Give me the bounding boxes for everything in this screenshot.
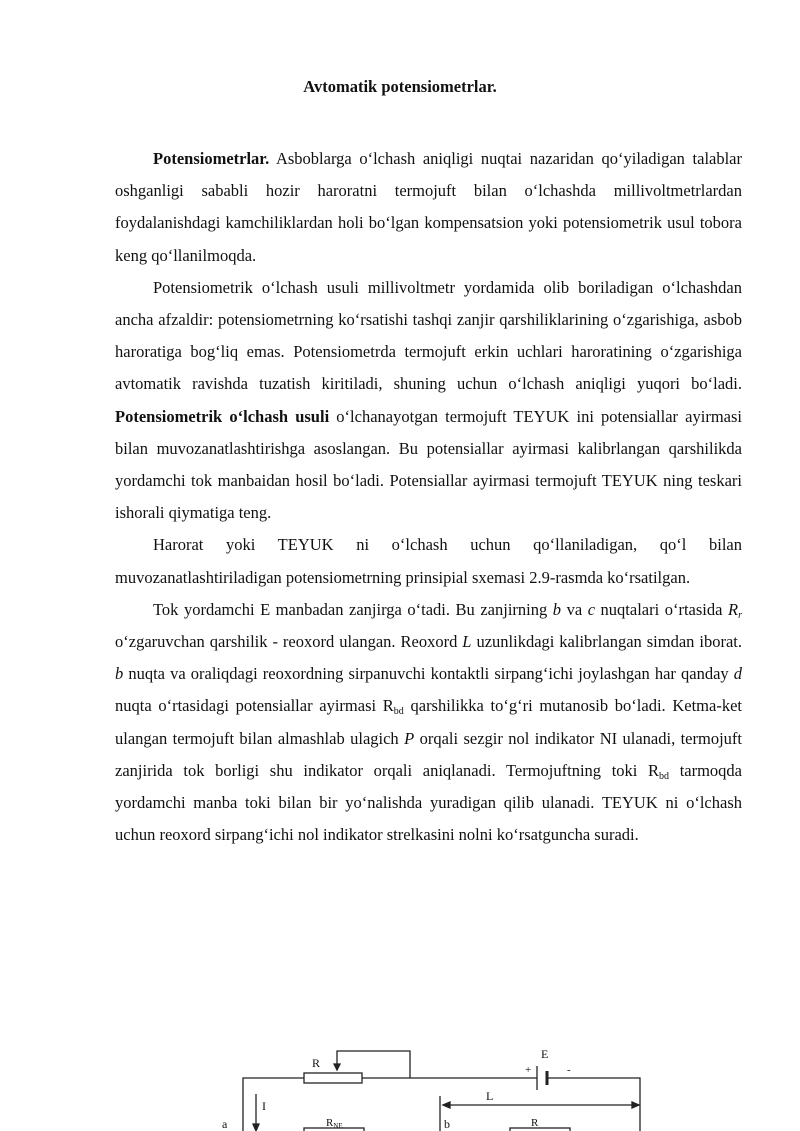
- paragraph-lead-term: Potensiometrlar.: [153, 149, 270, 168]
- italic-var-b: b: [552, 599, 562, 619]
- italic-var-l: L: [462, 632, 472, 652]
- paragraph-text: o‘zgaruvchan qarshilik - reoxord ulangan. Reoxord: [115, 632, 463, 652]
- top-wire: [243, 1051, 640, 1131]
- paragraph-3: [115, 529, 742, 593]
- bold-term: Potensiometrik o‘lchash usuli: [115, 406, 330, 426]
- label-b: b: [444, 1117, 450, 1131]
- paragraph-text: qarshilikka to‘g‘ri mutanosib bo‘ladi. Ketma-ket ulangan termojuft bilan almashlab ulagich: [115, 696, 742, 748]
- length-arrow-left: [443, 1102, 450, 1108]
- label-r-right: R: [531, 1117, 539, 1129]
- label-rne: [326, 1117, 343, 1130]
- paragraph-text: nuqtalari o‘rtasida: [595, 599, 729, 619]
- label-r-top: R: [312, 1056, 321, 1070]
- paragraph-text: Potensiometrik o‘lchash usuli millivoltmetr yordamida olib boriladigan o‘lchashdan ancha afzaldir: potensiometrning ko‘rsatishi tashqi zanjir qarshiliklarining o‘zgarishiga, asbob haroratiga bog‘liq emas. Potensiometrda termojuft erkin uchlari haroratining o‘zgarishiga avtomatik ravishda tuzatish kiritiladi, shuning uchun o‘lchash aniqligi yuqori bo‘ladi.: [115, 277, 742, 394]
- label-a: a: [222, 1117, 228, 1131]
- paragraph-text: Harorat yoki TEYUK ni o‘lchash uchun qo‘llaniladigan, qo‘l bilan muvozanatlashtiriladigan potensiometrning prinsipial sxemasi 2.9-rasmda ko‘rsatilgan.: [115, 535, 742, 587]
- italic-var-c: c: [587, 599, 596, 619]
- page-title: Avtomatik potensiometrlar.: [303, 77, 497, 96]
- rheostat-r: [304, 1073, 362, 1083]
- paragraph-text: o‘lchanayotgan termojuft TEYUK ini potensiallar ayirmasi bilan muvozanatlashtirishga asoslangan. Bu potensiallar ayirmasi kalibrlangan qarshilikda yordamchi tok manbaidan hosil bo‘ladi. Potensiallar ayirmasi termojuft TEYUK ning teskari ishorali qiymatiga teng.: [115, 406, 742, 523]
- label-minus: -: [567, 1064, 571, 1076]
- paragraph-2: [115, 272, 742, 530]
- current-arrow-head: [253, 1124, 259, 1131]
- circuit-diagram: [0, 1040, 800, 1131]
- length-arrow-right: [632, 1102, 639, 1108]
- subscript-bd: bd: [393, 706, 404, 718]
- italic-var-r: R: [728, 599, 739, 619]
- paragraph-text: Tok yordamchi E manbadan zanjirga o‘tadi. Bu zanjirning: [153, 599, 553, 619]
- paragraph-1: [115, 143, 742, 272]
- label-rne-sub: NE: [333, 1122, 343, 1130]
- paragraph-4: [115, 594, 742, 852]
- label-i: I: [262, 1099, 266, 1113]
- paragraph-text: uzunlikdagi kalibrlangan simdan iborat.: [471, 632, 742, 652]
- document-body: [115, 143, 742, 851]
- italic-var-p: P: [404, 728, 415, 748]
- label-plus: +: [525, 1064, 532, 1076]
- paragraph-text: nuqta va oraliqdagi reoxordning sirpanuvchi kontaktli sirpang‘ichi joylashgan har qanday: [123, 664, 734, 684]
- paragraph-text: tarmoqda yordamchi manba toki bilan bir yo‘nalishda yuradigan qilib ulanadi. TEYUK ni o‘lchash uchun reoxord sirpang‘ichi nol indikator strelkasini nolni ko‘rsatguncha suradi.: [115, 760, 743, 845]
- label-rne-main: R: [326, 1117, 334, 1129]
- subscript-bd: bd: [659, 770, 670, 782]
- italic-var-d: d: [733, 664, 742, 684]
- rheostat-slider-arrow: [334, 1064, 340, 1070]
- subscript-r: r: [738, 609, 743, 621]
- label-l: L: [486, 1089, 494, 1103]
- paragraph-text: nuqta o‘rtasidagi potensiallar ayirmasi R: [115, 696, 394, 716]
- paragraph-text: Asboblarga o‘lchash aniqligi nuqtai nazaridan qo‘yiladigan talablar oshganligi sababli hozir haroratni termojuft bilan o‘lchashda millivoltmetrlardan foydalanishdagi kamchiliklardan holi bo‘lgan kompensatsion yoki potensiometrik usul tobora keng qo‘llanilmoqda.: [115, 149, 742, 265]
- label-e: E: [541, 1047, 549, 1061]
- italic-var-b: b: [115, 664, 124, 684]
- paragraph-text: va: [561, 599, 588, 619]
- paragraph-text: orqali sezgir nol indikator NI ulanadi, termojuft zanjirida tok borligi shu indikator orqali aniqlanadi. Termojuftning toki R: [115, 728, 742, 780]
